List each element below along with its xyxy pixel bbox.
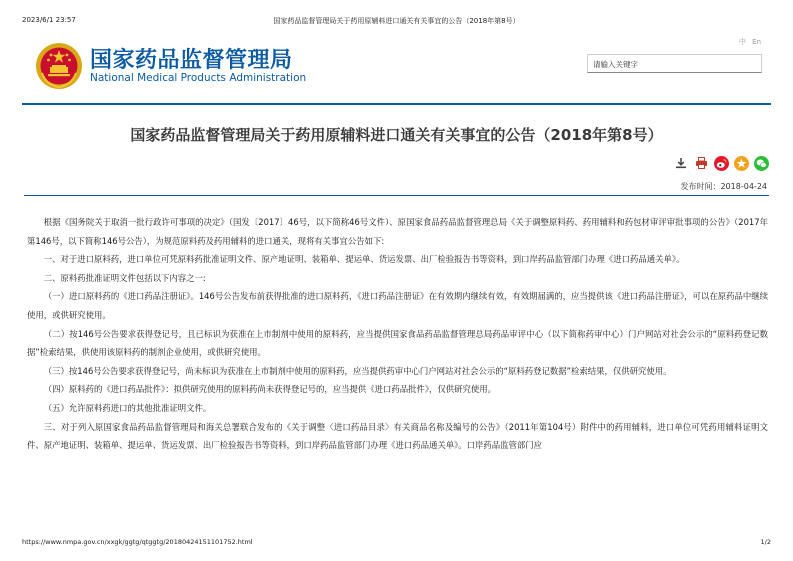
paragraph: （四）原料药的《进口药品批件》：拟供研究使用的原料药尚未获得登记号的，应当提供《进口药品批件》，仅供研究使用。 — [43, 384, 497, 395]
favorite-icon[interactable] — [733, 155, 749, 171]
publish-info — [681, 181, 768, 192]
paragraph: （二）按146号公告要求获得登记号，且已标识为获准在上市制剂中使用的原料药，应当提供国家食品药品监督管理总局药品审评中心（以下简称药审中心）门户网站对社会公示的“原料药登记数据”检索结果，供使用该原料药的制剂企业使用，或供研究使用。 — [27, 328, 768, 358]
lang-en-link[interactable]: En — [752, 38, 761, 46]
publish-date: 2018-04-24 — [720, 182, 767, 191]
site-name-en[interactable]: National Medical Products Administration — [90, 72, 307, 84]
download-icon[interactable] — [673, 155, 689, 171]
paragraph: （三）按146号公告要求获得登记号，尚未标识为获准在上市制剂中使用的原料药，应当提供药审中心门户网站对社会公示的“原料药登记数据”检索结果，仅供研究使用。 — [43, 365, 672, 376]
page-number: 1/2 — [760, 538, 771, 546]
language-switch — [735, 37, 761, 47]
weibo-icon[interactable] — [713, 155, 729, 171]
print-icon[interactable] — [693, 155, 709, 171]
site-header — [0, 32, 793, 102]
header-divider — [22, 103, 771, 105]
wechat-icon[interactable] — [753, 155, 769, 171]
content-divider — [24, 195, 769, 196]
paragraph: 三、对于列入原国家食品药品监督管理局和海关总署联合发布的《关于调整〈进口药品目录〉有关商品名称及编号的公告》（2011年第104号）附件中的药用辅料，进口单位可凭药用辅料证明文件、原产地证明、装箱单、提运单、货运发票、出厂检验报告书等资料，到口岸药品监管部门办理《进口药品通关单》。口岸药品监管部门应 — [27, 421, 768, 451]
paragraph: 一、对于进口原料药，进口单位可凭原料药批准证明文件、原产地证明、装箱单、提运单、货运发票、出厂检验报告书等资料，到口岸药品监管部门办理《进口药品通关单》。 — [43, 254, 685, 265]
paragraph: 二、原料药批准证明文件包括以下内容之一: — [43, 272, 206, 283]
publish-label: 发布时间： — [680, 182, 721, 191]
article-title: 国家药品监督管理局关于药用原辅料进口通关有关事宜的公告（2018年第8号） — [130, 126, 663, 144]
paragraph: （一）进口原料药的《进口药品注册证》。146号公告发布前获得批准的进口原料药，《进口药品注册证》在有效期内继续有效，有效期届满的，应当提供该《进口药品注册证》，可以在原药品中继续使用，或供研究使用。 — [27, 291, 768, 320]
search-input[interactable]: 请输入关键字 — [587, 54, 762, 73]
article-body — [27, 213, 768, 455]
paragraph: 根据《国务院关于取消一批行政许可事项的决定》（国发〔2017〕46号，以下简称46号文件）、原国家食品药品监督管理总局《关于调整原料药、药用辅料和药包材审评审批事项的公告》（2017年第146号，以下简称146号公告），为规范原料药及药用辅料的进口通关，现将有关事宜公告如下: — [27, 217, 768, 246]
print-header — [22, 16, 771, 28]
national-emblem-icon — [34, 41, 84, 91]
lang-zh-link[interactable]: 中 — [738, 38, 746, 46]
site-name[interactable]: 国家药品监督管理局 — [90, 48, 293, 73]
print-url[interactable]: https://www.nmpa.gov.cn/xxgk/ggtg/qtggtg/20180424151101752.html — [22, 538, 253, 546]
paragraph: （五）允许原料药进口的其他批准证明文件。 — [43, 402, 212, 413]
print-date: 2023/6/1 23:57 — [22, 16, 76, 24]
print-title: 国家药品监督管理局关于药用原辅料进口通关有关事宜的公告（2018年第8号） — [273, 17, 520, 25]
article-toolbar — [673, 154, 769, 172]
